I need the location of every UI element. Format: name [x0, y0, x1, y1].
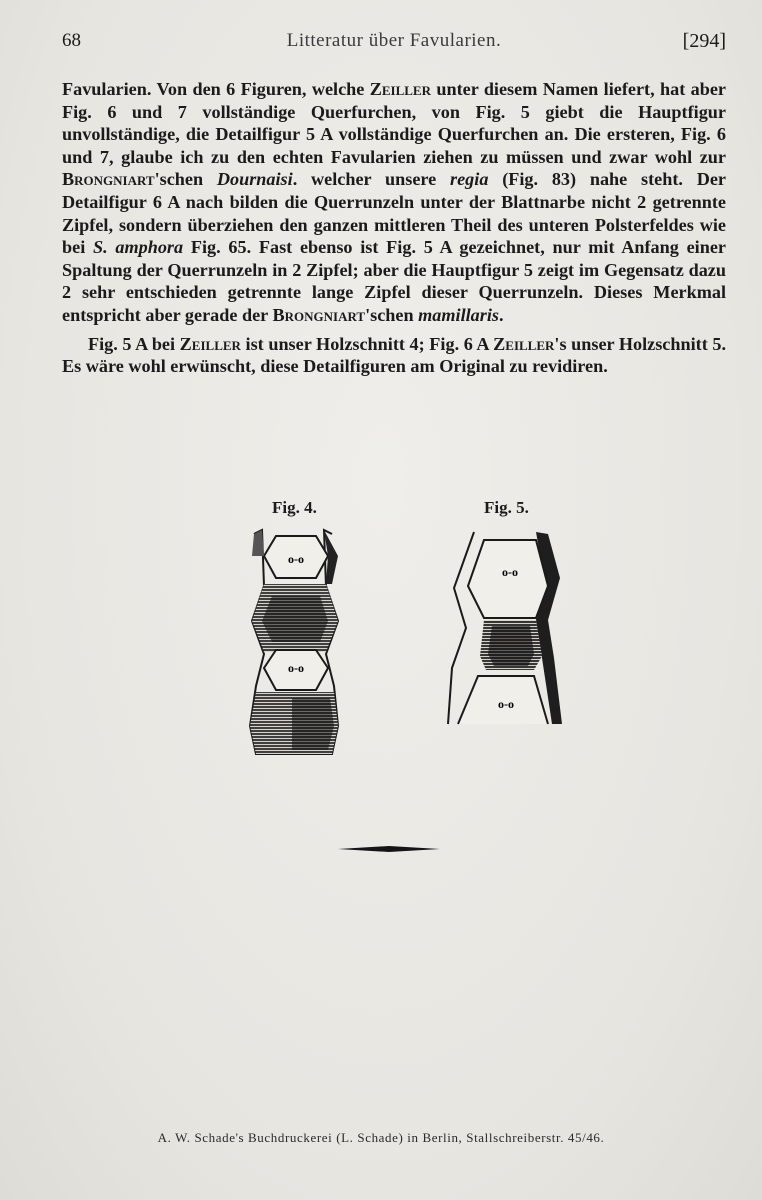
paragraph2-run: 's unser Holzschnitt 5. Es wäre wohl erwünscht, diese Detailfiguren am Original zu revidiren. [62, 333, 727, 377]
printer-imprint: A. W. Schade's Buchdruckerei (L. Schade) in Berlin, Stallschreiberstr. 45/46. [157, 1130, 605, 1145]
fig4-label: Fig. 4. [272, 498, 317, 517]
fig5-scar-mark-bottom: o-o [498, 697, 514, 711]
paragraph1-run: Dournaisi [216, 169, 293, 190]
paragraph2-run: ist unser Holzschnitt 4; Fig. 6 A [240, 333, 494, 354]
paragraph2-run: Zeiller [493, 333, 555, 354]
paragraph1-run: 'schen [365, 304, 419, 325]
fig5-label: Fig. 5. [484, 498, 529, 517]
fig5-woodcut [444, 528, 566, 726]
ornamental-rule [338, 845, 440, 853]
paragraph-2 [62, 333, 726, 378]
fig4-scar-mark-top: o-o [288, 552, 304, 566]
paragraph1-run: mamillaris [418, 304, 499, 325]
paragraph1-run: Zeiller [369, 79, 431, 99]
paragraph1-run: 'schen [154, 169, 217, 190]
page-header [62, 30, 726, 60]
fig4-scar-mark-bottom: o-o [288, 661, 304, 675]
paragraph1-run: Favularien. Von den 6 Figuren, welche [62, 79, 370, 99]
paragraph2-run: Fig. 5 A bei [88, 333, 180, 354]
running-title: Litteratur über Favularien. [286, 30, 502, 51]
bracket-page-number: [294] [682, 30, 726, 52]
page-number: 68 [62, 30, 81, 51]
paragraph1-run: Brongniart [62, 169, 155, 190]
paragraph1-run: . [498, 304, 504, 325]
paragraph1-run: unter diesem Namen liefert, hat aber Fig. 6 und 7 vollständige Querfurchen, von Fig. 5 giebt die Hauptfigur unvollständige, die Detailfigur 5 A vollständige Querfurchen an. Die ersteren, Fig. 6 und 7, glaube ich zu den echten Favularien ziehen zu müssen und zwar wohl zur [62, 79, 726, 167]
fig5-scar-mark-top: o-o [502, 565, 518, 579]
paragraph2-run: Zeiller [179, 333, 241, 354]
paragraph1-run: . welcher unsere [292, 169, 451, 190]
fig4-woodcut [242, 526, 346, 756]
paragraph1-run: regia [450, 169, 489, 190]
paragraph1-run: Fig. 65. Fast ebenso ist Fig. 5 A gezeichnet, nur mit Anfang einer Spaltung der Querrunzeln in 2 Zipfel; aber die Hauptfigur 5 zeigt im Gegensatz dazu 2 sehr entschieden getrennte lange Zipfel dieser Querrunzeln. Dieses Merkmal entspricht aber gerade der [62, 237, 726, 325]
paragraph1-run: Brongniart [272, 304, 366, 325]
paragraph1-run: (Fig. 83) nahe steht. Der Detailfigur 6 A nach bilden die Querrunzeln unter der Blattnarbe nicht 2 getrennte Zipfel, sondern überziehen den ganzen mittleren Theil des unteren Polsterfeldes wie bei [62, 169, 726, 258]
paragraph-1 [62, 78, 726, 327]
body-text [62, 78, 726, 378]
paragraph1-run: S. amphora [92, 237, 184, 258]
